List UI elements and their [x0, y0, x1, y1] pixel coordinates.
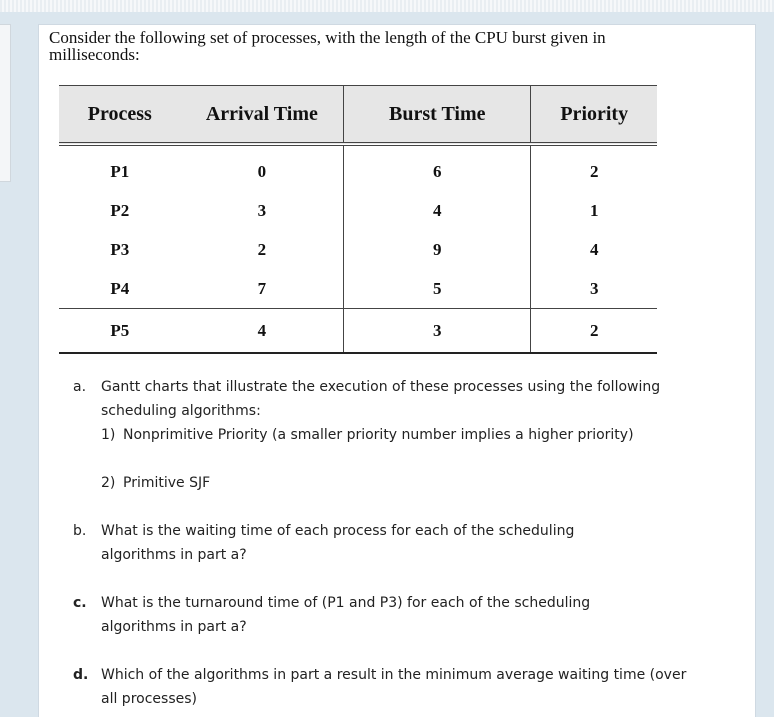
table-row — [59, 309, 657, 354]
header-arrival-time: Arrival Time — [181, 86, 344, 145]
header-burst-time: Burst Time — [344, 86, 531, 145]
cell-process: P3 — [110, 239, 130, 259]
cell-arrival: 3 — [257, 200, 267, 220]
cell-burst: 5 — [344, 269, 531, 309]
table-row — [59, 269, 657, 309]
question-b-label: b. — [73, 523, 87, 539]
cell-priority: 3 — [531, 269, 657, 309]
cell-priority: 1 — [531, 191, 657, 230]
cell-priority: 4 — [531, 230, 657, 269]
question-a-text: Gantt charts that illustrate the execution of these processes using the following scheduling algorithms: — [101, 379, 661, 419]
question-c — [73, 591, 641, 639]
cell-process: P2 — [110, 200, 130, 220]
cell-process: P4 — [110, 278, 130, 298]
question-a-label: a. — [73, 379, 87, 395]
question-list — [73, 375, 693, 711]
left-side-panel — [0, 24, 11, 182]
process-table — [59, 85, 657, 354]
cell-priority: 2 — [531, 144, 657, 191]
question-b — [73, 519, 621, 567]
table-header-row — [59, 86, 657, 145]
table-row — [59, 191, 657, 230]
table-row — [59, 230, 657, 269]
top-decorative-strip — [0, 0, 774, 12]
item-number: 1) — [101, 427, 116, 443]
item-number: 2) — [101, 475, 116, 491]
cell-burst: 3 — [344, 309, 531, 354]
question-a-item-2 — [101, 471, 693, 495]
question-b-text: What is the waiting time of each process for each of the scheduling algorithms in part a? — [101, 523, 575, 563]
question-d — [73, 663, 701, 711]
header-priority: Priority — [531, 86, 657, 145]
cell-arrival: 4 — [181, 309, 344, 354]
question-a-item-1 — [101, 423, 693, 447]
question-c-label: c. — [73, 595, 87, 611]
question-d-text: Which of the algorithms in part a result in the minimum average waiting time (over all processes) — [101, 667, 687, 707]
cell-arrival: 2 — [257, 239, 267, 259]
item-text: Primitive SJF — [123, 475, 211, 491]
question-d-label: d. — [73, 667, 89, 683]
cell-process: P1 — [110, 161, 130, 181]
cell-burst: 4 — [344, 191, 531, 230]
cell-arrival: 0 — [257, 161, 267, 181]
question-a — [73, 375, 693, 495]
intro-text: Consider the following set of processes, with the length of the CPU burst given in milliseconds: — [49, 28, 606, 64]
header-process: Process — [59, 86, 181, 145]
question-c-text: What is the turnaround time of (P1 and P3) for each of the scheduling algorithms in part a? — [101, 595, 591, 635]
cell-process: P5 — [59, 309, 181, 354]
table-row — [59, 144, 657, 191]
cell-burst: 9 — [344, 230, 531, 269]
cell-burst: 6 — [344, 144, 531, 191]
question-sheet — [38, 24, 756, 717]
cell-priority: 2 — [531, 309, 657, 354]
cell-arrival: 7 — [257, 278, 267, 298]
item-text: Nonprimitive Priority (a smaller priority number implies a higher priority) — [123, 427, 634, 443]
